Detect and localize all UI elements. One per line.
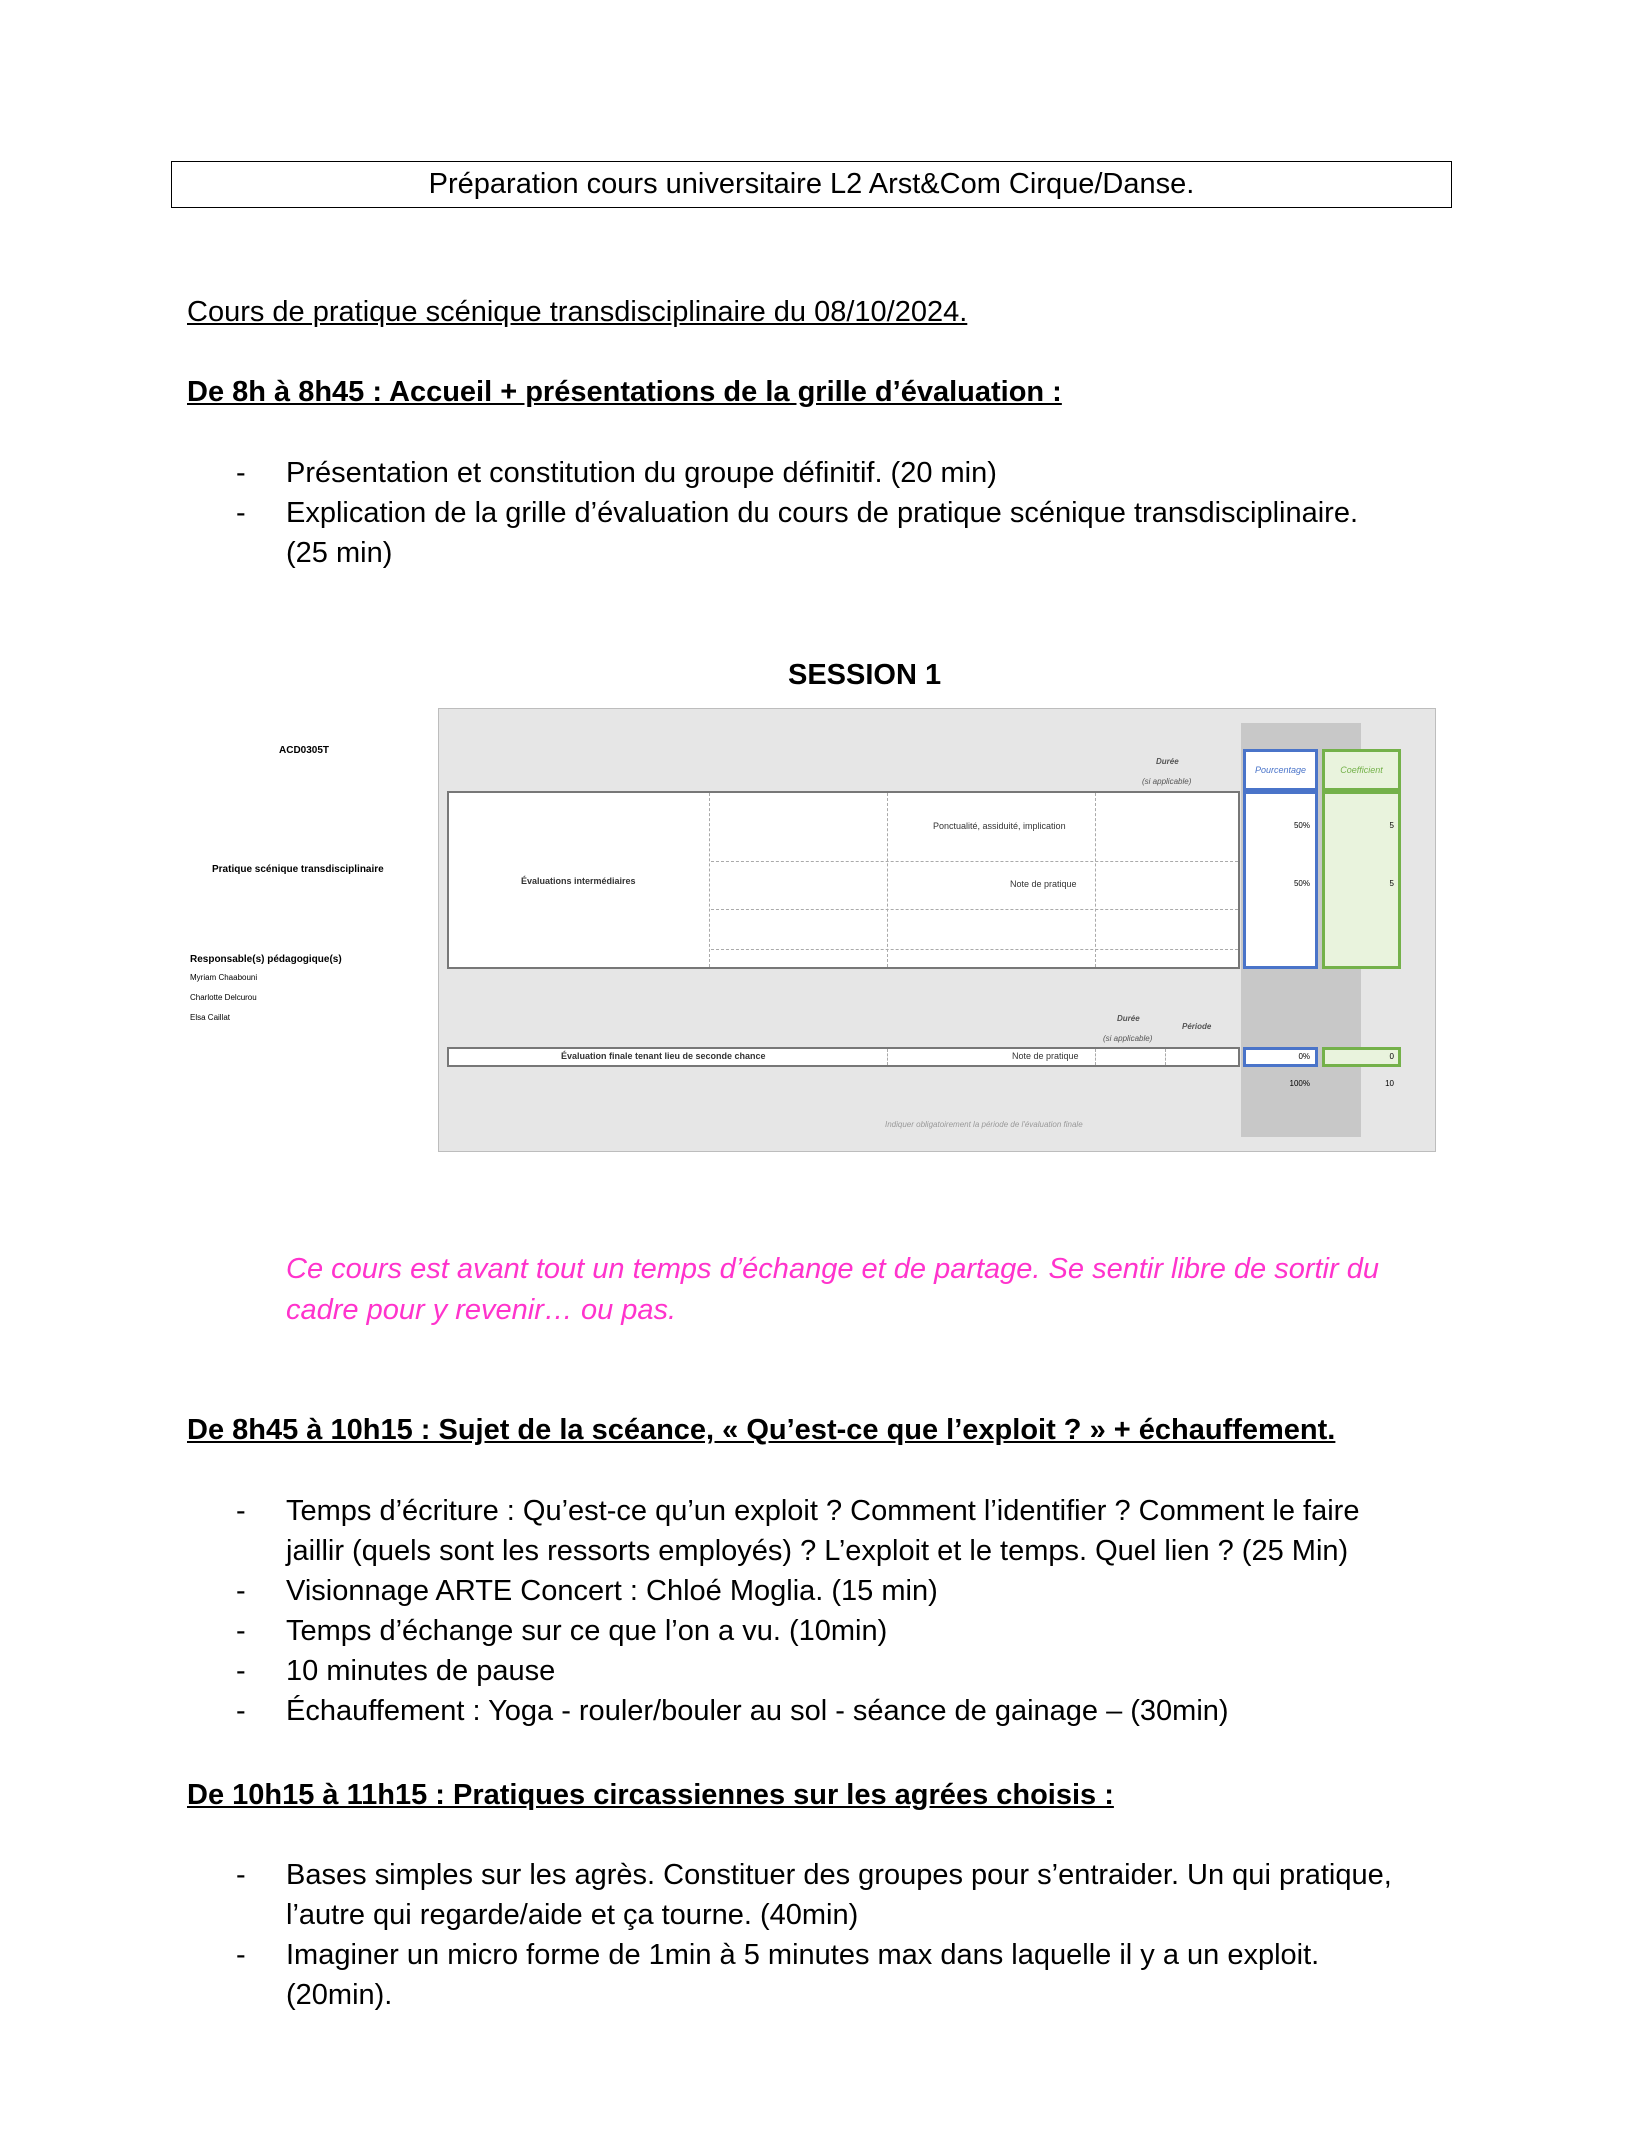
grid-divider — [711, 861, 1238, 862]
pourcentage-header: Pourcentage — [1243, 749, 1318, 791]
responsable-name: Elsa Caillat — [190, 1013, 231, 1022]
row-percentage: 50% — [1293, 821, 1310, 830]
list-item: - Bases simples sur les agrès. Constituer des groupes pour s’entraider. Un qui pratique, l’autre qui regarde/aide et ça tourne. (40min) — [236, 1859, 1392, 1931]
sheet-course-name: Pratique scénique transdisciplinaire — [212, 864, 384, 875]
note-text: Ce cours est avant tout un temps d’échange et de partage. Se sentir libre de sortir du cadre pour y revenir… ou pas. — [286, 1253, 1379, 1326]
row-percentage: 50% — [1293, 879, 1310, 888]
list-item: - Temps d’écriture : Qu’est-ce qu’un exploit ? Comment l’identifier ? Comment le faire jaillir (quels sont les ressorts employés) ? L’exploit et le temps. Quel lien ? (25 Min) — [236, 1495, 1360, 1567]
grid-divider — [887, 793, 888, 967]
sheet-responsables-label: Responsable(s) pédagogique(s) — [190, 954, 342, 965]
section1-list — [236, 453, 1466, 573]
final-coefficient: 0 — [1389, 1052, 1394, 1061]
row-label: Ponctualité, assiduité, implication — [933, 821, 1066, 831]
final-evaluation-label: Évaluation finale tenant lieu de seconde chance — [561, 1051, 766, 1061]
total-percentage: 100% — [1289, 1079, 1310, 1088]
row-label: Note de pratique — [1010, 879, 1077, 889]
si-applicable-label: (si applicable) — [1142, 777, 1192, 786]
final-evaluation-note: Note de pratique — [1012, 1051, 1079, 1061]
coefficient-header: Coefficient — [1322, 749, 1401, 791]
duree-label: Durée — [1117, 1014, 1140, 1023]
grid-divider — [711, 909, 1238, 910]
si-applicable-label: (si applicable) — [1103, 1034, 1153, 1043]
responsable-name: Charlotte Delcurou — [190, 993, 257, 1002]
list-item: - Temps d’échange sur ce que l’on a vu. (10min) — [236, 1615, 888, 1647]
section3-list — [236, 1855, 1466, 2015]
list-item: - Explication de la grille d’évaluation du cours de pratique scénique transdisciplinaire. (25 min) — [236, 497, 1359, 569]
list-item: - Visionnage ARTE Concert : Chloé Moglia. (15 min) — [236, 1575, 938, 1607]
final-percentage: 0% — [1298, 1052, 1310, 1061]
grid-divider — [711, 949, 1238, 950]
list-item: - Imaginer un micro forme de 1min à 5 minutes max dans laquelle il y a un exploit. (20min). — [236, 1939, 1320, 2011]
section2-list — [236, 1491, 1466, 1731]
section2-heading: De 8h45 à 10h15 : Sujet de la scéance, « Qu’est-ce que l’exploit ? » + échauffement. — [187, 1414, 1336, 1446]
evaluation-grid-image — [438, 708, 1436, 1152]
periode-label: Période — [1182, 1022, 1212, 1031]
footnote: Indiquer obligatoirement la période de l'évaluation finale — [885, 1120, 1083, 1129]
grid-divider — [1095, 1049, 1096, 1065]
list-item: - 10 minutes de pause — [236, 1655, 556, 1687]
grid-divider — [1165, 1049, 1166, 1065]
row-coefficient: 5 — [1389, 821, 1394, 830]
responsable-name: Myriam Chaabouni — [190, 973, 258, 982]
total-coefficient: 10 — [1385, 1079, 1394, 1088]
intermediate-evaluations-label: Évaluations intermédiaires — [521, 876, 636, 886]
course-line: Cours de pratique scénique transdisciplinaire du 08/10/2024. — [187, 296, 968, 328]
session-title: SESSION 1 — [788, 659, 942, 691]
list-item: - Présentation et constitution du groupe définitif. (20 min) — [236, 457, 997, 489]
sheet-code: ACD0305T — [279, 745, 330, 756]
section1-heading: De 8h à 8h45 : Accueil + présentations de la grille d’évaluation : — [187, 376, 1062, 408]
row-coefficient: 5 — [1389, 879, 1394, 888]
grid-divider — [1095, 793, 1096, 967]
grid-divider — [887, 1049, 888, 1065]
duree-label: Durée — [1156, 757, 1179, 766]
list-item: - Échauffement : Yoga - rouler/bouler au sol - séance de gainage – (30min) — [236, 1695, 1229, 1727]
grid-divider — [709, 793, 710, 967]
document-title: Préparation cours universitaire L2 Arst&Com Cirque/Danse. — [171, 161, 1452, 208]
section3-heading: De 10h15 à 11h15 : Pratiques circassiennes sur les agrées choisis : — [187, 1779, 1114, 1811]
